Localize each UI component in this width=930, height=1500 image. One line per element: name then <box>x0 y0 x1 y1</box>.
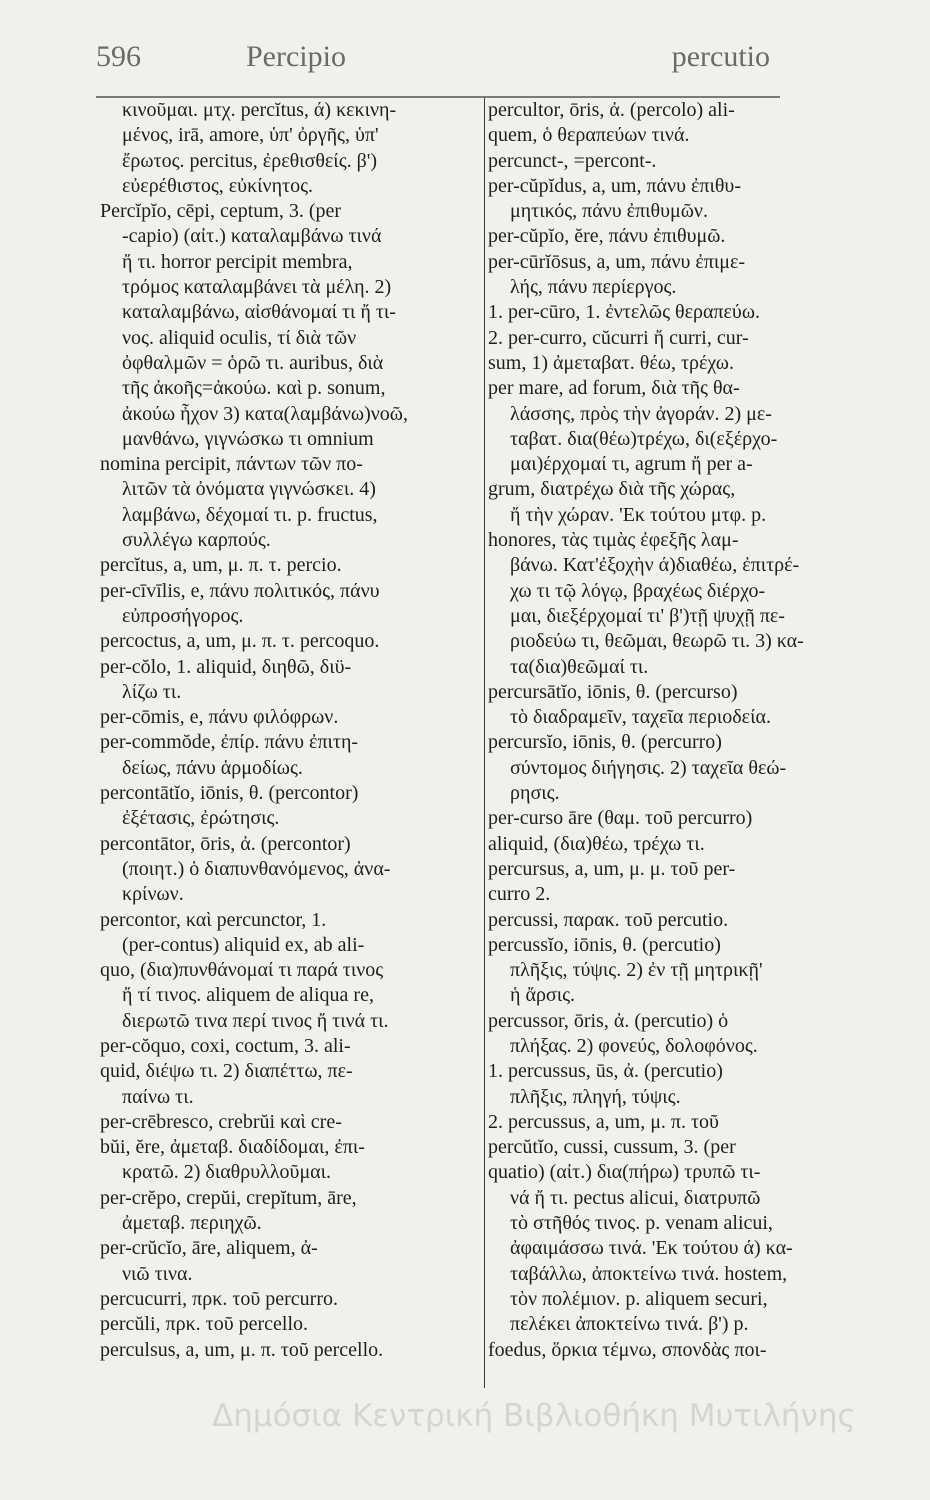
entry-line: ρησις. <box>510 782 560 805</box>
entry-line: ἔρωτος. percitus, ἐρεθισθείς. β') <box>122 149 378 172</box>
entry-line: μένος, irā, amore, ὑπ' ὀργῆς, ὑπ' <box>122 124 379 147</box>
entry-line: -capio) (αἰτ.) καταλαμβάνω τινά <box>122 225 382 248</box>
entry-line: συλλέγω καρπούς. <box>122 529 271 552</box>
entry-line: per-cŏquo, coxi, coctum, 3. ali- <box>100 1034 351 1057</box>
entry-line: percussĭo, iōnis, θ. (percutio) <box>488 933 721 956</box>
entry-line: μητικός, πάνυ ἐπιθυμῶν. <box>510 200 708 223</box>
entry-line: bŭi, ĕre, ἀμεταβ. διαδίδομαι, ἐπι- <box>100 1136 365 1159</box>
entry-line: ἀκούω ἦχον 3) κατα(λαμβάνω)νοῶ, <box>122 402 408 425</box>
entry-line: πελέκει ἀποκτείνω τινά. β') p. <box>510 1313 749 1336</box>
entry-line: ἤ τι. horror percipit membra, <box>122 250 353 273</box>
entry-line: per-cŭpĭdus, a, um, πάνυ ἐπιθυ- <box>488 174 741 197</box>
entry-line: ἤ τὴν χώραν. 'Εκ τούτου μτφ. p. <box>510 503 767 526</box>
guide-word-left: Percipio <box>246 40 346 73</box>
entry-line: quo, (δια)πυνθάνομαί τι παρά τινος <box>100 959 384 982</box>
entry-line: κρίνων. <box>122 883 184 906</box>
entry-line: 2. per-curro, cŭcurri ἤ curri, cur- <box>488 326 749 349</box>
entry-line: per-cīvīlis, e, πάνυ πολιτικός, πάνυ <box>100 579 380 602</box>
entry-line: percontor, καὶ percunctor, 1. <box>100 908 327 931</box>
entry-line: εὐπροσήγορος. <box>122 604 244 627</box>
entry-line: ταβατ. δια(θέω)τρέχω, δι(εξέρχο- <box>510 427 778 450</box>
entry-line: καταλαμβάνω, αἰσθάνομαί τι ἤ τι- <box>122 301 396 324</box>
entry-line: percussor, ōris, ἀ. (percutio) ὁ <box>488 1009 729 1032</box>
entry-line: 1. percussus, ūs, ἀ. (percutio) <box>488 1060 723 1083</box>
entry-line: percursĭo, iōnis, θ. (percurro) <box>488 731 722 754</box>
entry-line: per mare, ad forum, διὰ τῆς θα- <box>488 377 740 400</box>
entry-line: λής, πάνυ περίεργος. <box>510 276 677 299</box>
entry-line: νιῶ τινα. <box>122 1262 193 1285</box>
entry-line: quid, διέψω τι. 2) διαπέττω, πε- <box>100 1060 353 1083</box>
entry-line: εὐερέθιστος, εὐκίνητος. <box>122 174 313 197</box>
entry-line: grum, διατρέχω διὰ τῆς χώρας, <box>488 478 736 501</box>
entry-line: τὸ στῆθός τινος. p. venam alicui, <box>510 1212 773 1235</box>
entry-line: percussi, παρακ. τοῦ percutio. <box>488 908 729 931</box>
entry-line: βάνω. Κατ'ἐξοχὴν ά)διαθέω, ἐπιτρέ- <box>510 554 800 577</box>
entry-line: παίνω τι. <box>122 1085 194 1108</box>
entry-line: foedus, ὅρκια τέμνω, σπονδὰς ποι- <box>488 1338 767 1361</box>
entry-line: percŭli, πρκ. τοῦ percello. <box>100 1313 309 1336</box>
entry-line: νά ἤ τι. pectus alicui, διατρυπῶ <box>510 1186 761 1209</box>
entry-line: per-crŭcĭo, āre, aliquem, ἀ- <box>100 1237 318 1260</box>
entry-line: percunct-, =percont-. <box>488 149 657 172</box>
entry-line: ἀφαιμάσσω τινά. 'Εκ τούτου ά) κα- <box>510 1237 793 1260</box>
entry-line: per-crĕpo, crepŭi, crepĭtum, āre, <box>100 1186 357 1209</box>
entry-line: percucurri, πρκ. τοῦ percurro. <box>100 1287 338 1310</box>
entry-line: τα(δια)θεῶμαί τι. <box>510 655 649 678</box>
page-header <box>96 40 770 96</box>
guide-word-right: percutio <box>671 40 770 73</box>
entry-line: ἤ τί τινος. aliquem de aliqua re, <box>122 984 374 1007</box>
entry-line: quem, ὁ θεραπεύων τινά. <box>488 124 690 147</box>
entry-line: μαι)έρχομαί τι, agrum ἤ per a- <box>510 453 753 476</box>
entry-line: λάσσης, πρὸς τὴν ἀγοράν. 2) με- <box>510 402 772 425</box>
entry-line: 1. per-cūro, 1. ἐντελῶς θεραπεύω. <box>488 301 760 324</box>
entry-line: per-cŭpĭo, ĕre, πάνυ ἐπιθυμῶ. <box>488 225 726 248</box>
entry-line: perculsus, a, um, μ. π. τοῦ percello. <box>100 1338 384 1361</box>
entry-line: percursātĭo, iōnis, θ. (percurso) <box>488 680 738 703</box>
entry-line: λιτῶν τὰ ὀνόματα γιγνώσκει. 4) <box>122 478 376 501</box>
entry-line: percoctus, a, um, μ. π. τ. percoquo. <box>100 630 380 653</box>
entry-line: sum, 1) ἀμεταβατ. θέω, τρέχω. <box>488 351 734 374</box>
entry-line: σύντομος διήγησις. 2) ταχεῖα θεώ- <box>510 756 787 779</box>
entry-line: τὸ διαδραμεῖν, ταχεῖα περιοδεία. <box>510 706 771 729</box>
entry-line: τὸν πολέμιον. p. aliquem securi, <box>510 1287 768 1310</box>
entry-line: ἡ ἄρσις. <box>510 984 575 1007</box>
entry-line: per-cōmis, e, πάνυ φιλόφρων. <box>100 706 339 729</box>
page-number: 596 <box>96 40 141 73</box>
column-divider <box>484 98 485 1388</box>
entry-line: nomina percipit, πάντων τῶν πο- <box>100 453 363 476</box>
entry-line: per-crēbresco, crebrŭi καὶ cre- <box>100 1110 342 1133</box>
entry-line: (per-contus) aliquid ex, ab ali- <box>122 933 365 956</box>
entry-line: κινοῦμαι. μτχ. percĭtus, ά) κεκινη- <box>122 99 397 121</box>
entry-line: percĭtus, a, um, μ. π. τ. percio. <box>100 554 342 577</box>
entry-line: Percĭpĭo, cēpi, ceptum, 3. (per <box>100 200 342 223</box>
entry-line: δείως, πάνυ ἁρμοδίως. <box>122 756 303 779</box>
entry-line: (ποιητ.) ὁ διαπυνθανόμενος, ἀνα- <box>122 857 391 880</box>
entry-line: percŭtĭo, cussi, cussum, 3. (per <box>488 1136 736 1159</box>
entry-line: ἐξέτασις, ἐρώτησις. <box>122 807 280 830</box>
entry-line: κρατῶ. 2) διαθρυλλοῦμαι. <box>122 1161 332 1184</box>
entry-line: percontātor, ōris, ἀ. (percontor) <box>100 832 351 855</box>
entry-line: πλῆξις, πληγή, τύψις. <box>510 1085 681 1108</box>
entry-line: per-commŏde, ἐπίρ. πάνυ ἐπιτη- <box>100 731 359 754</box>
entry-line: μανθάνω, γιγνώσκω τι omnium <box>122 427 374 450</box>
entry-line: πλήξας. 2) φονεύς, δολοφόνος. <box>510 1034 758 1057</box>
entry-line: per-cūrĭōsus, a, um, πάνυ ἐπιμε- <box>488 250 746 273</box>
entry-line: λίζω τι. <box>122 680 182 703</box>
entry-line: per-curso āre (θαμ. τοῦ percurro) <box>488 807 753 830</box>
left-column <box>100 98 480 1363</box>
entry-line: λαμβάνω, δέχομαί τι. p. fructus, <box>122 503 378 526</box>
entry-line: curro 2. <box>488 883 551 906</box>
entry-line: τρόμος καταλαμβάνει τὰ μέλη. 2) <box>122 276 392 299</box>
entry-line: χω τι τῷ λόγῳ, βραχέως διέρχο- <box>510 579 766 602</box>
entry-line: τῆς ἀκοῆς=ἀκούω. καὶ p. sonum, <box>122 377 386 400</box>
library-watermark: Δημόσια Κεντρική Βιβλιοθήκη Μυτιλήνης <box>212 1398 856 1434</box>
entry-line: ὀφθαλμῶν = ὁρῶ τι. auribus, διὰ <box>122 351 384 374</box>
entry-line: 2. percussus, a, um, μ. π. τοῦ <box>488 1110 719 1133</box>
entry-line: διερωτῶ τινα περί τινος ἤ τινά τι. <box>122 1009 389 1032</box>
entry-line: percontātĭo, iōnis, θ. (percontor) <box>100 782 359 805</box>
entry-line: honores, τὰς τιμὰς ἐφεξῆς λαμ- <box>488 529 739 552</box>
entry-line: per-cŏlo, 1. aliquid, διηθῶ, διϋ- <box>100 655 352 678</box>
entry-line: ἀμεταβ. περιηχῶ. <box>122 1212 262 1235</box>
right-column <box>488 98 873 1363</box>
entry-line: aliquid, (δια)θέω, τρέχω τι. <box>488 832 705 855</box>
entry-line: μαι, διεξέρχομαί τι' β')τῇ ψυχῇ πε- <box>510 604 785 627</box>
entry-line: percultor, ōris, ἀ. (percolo) ali- <box>488 99 735 121</box>
entry-line: percursus, a, um, μ. μ. τοῦ per- <box>488 857 736 880</box>
entry-line: ριοδεύω τι, θεῶμαι, θεωρῶ τι. 3) κα- <box>510 630 804 653</box>
entry-line: νος. aliquid oculis, τί διὰ τῶν <box>122 326 357 349</box>
entry-line: ταβάλλω, ἀποκτείνω τινά. hostem, <box>510 1262 788 1285</box>
entry-line: πλῆξις, τύψις. 2) ἐν τῇ μητρικῇ' <box>510 959 763 982</box>
entry-line: quatio) (αἰτ.) δια(πήρω) τρυπῶ τι- <box>488 1161 761 1184</box>
